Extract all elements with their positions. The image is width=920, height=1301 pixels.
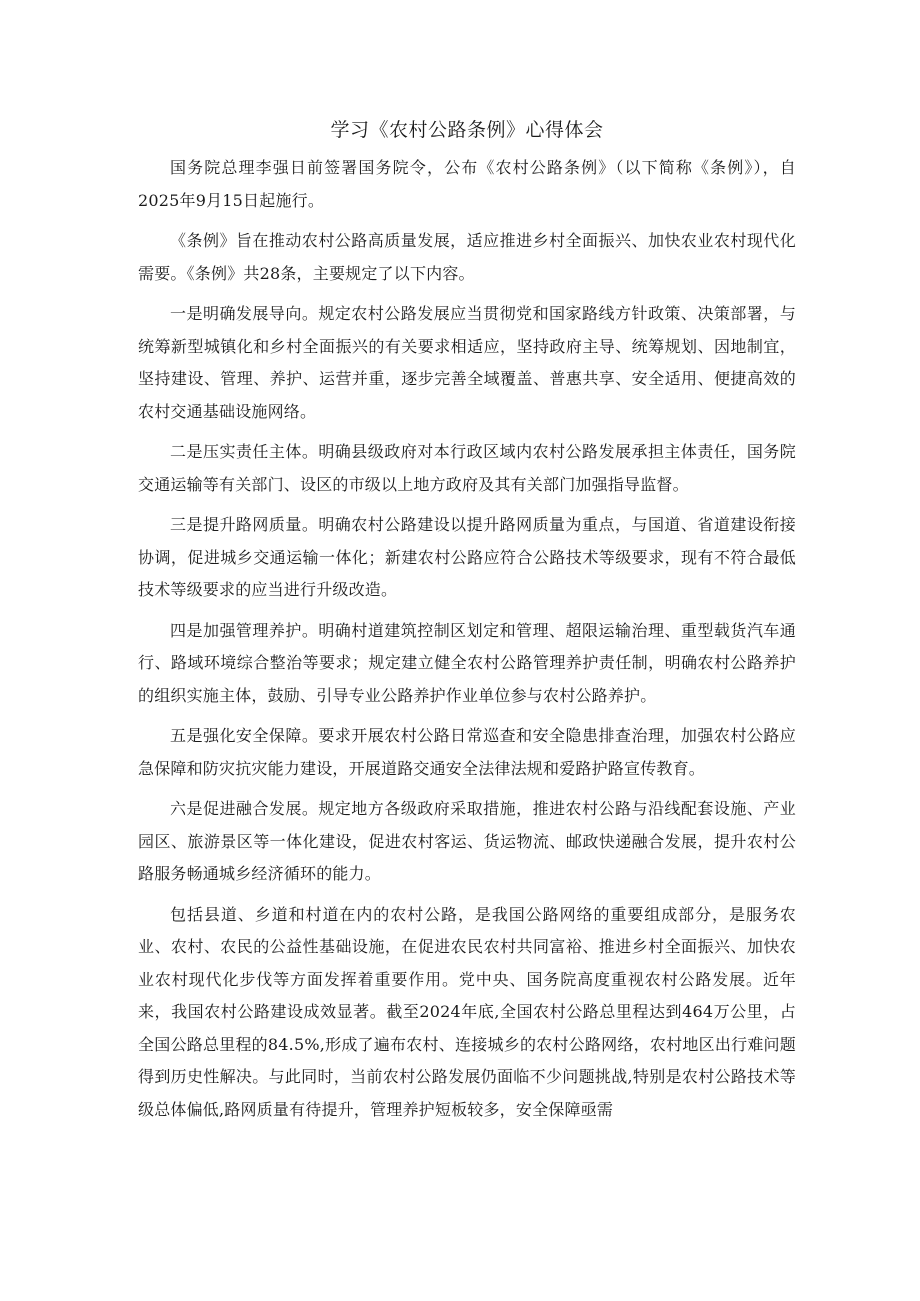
paragraph-point-1: 一是明确发展导向。规定农村公路发展应当贯彻党和国家路线方针政策、决策部署，与统筹新型城镇化和乡村全面振兴的有关要求相适应，坚持政府主导、统筹规划、因地制宜，坚持建设、管理、养护、运营并重，逐步完善全域覆盖、普惠共享、安全适用、便捷高效的农村交通基础设施网络。: [138, 304, 796, 421]
paragraph-point-5: 五是强化安全保障。要求开展农村公路日常巡查和安全隐患排查治理，加强农村公路应急保障和防灾抗灾能力建设，开展道路交通安全法律法规和爱路护路宣传教育。: [138, 726, 796, 778]
paragraph-point-6: 六是促进融合发展。规定地方各级政府采取措施，推进农村公路与沿线配套设施、产业园区、旅游景区等一体化建设，促进农村客运、货运物流、邮政快递融合发展，提升农村公路服务畅通城乡经济循环的能力。: [138, 799, 796, 883]
paragraph-point-4: 四是加强管理养护。明确村道建筑控制区划定和管理、超限运输治理、重型载货汽车通行、路域环境综合整治等要求；规定建立健全农村公路管理养护责任制，明确农村公路养护的组织实施主体，鼓励、引导专业公路养护作业单位参与农村公路养护。: [138, 620, 796, 705]
document-title: 学习《农村公路条例》心得体会: [330, 119, 604, 141]
paragraph-intro: 国务院总理李强日前签署国务院令，公布《农村公路条例》（以下简称《条例》），自2025年9月15日起施行。: [138, 158, 796, 210]
paragraph-background: 包括县道、乡道和村道在内的农村公路，是我国公路网络的重要组成部分，是服务农业、农村、农民的公益性基础设施，在促进农民农村共同富裕、推进乡村全面振兴、加快农业农村现代化步伐等方面发挥着重要作用。党中央、国务院高度重视农村公路发展。近年来，我国农村公路建设成效显著。截至2024年底,全国农村公路总里程达到464万公里，占全国公路总里程的84.5%,形成了遍布农村、连接城乡的农村公路网络，农村地区出行难问题得到历史性解决。与此同时，当前农村公路发展仍面临不少问题挑战,特别是农村公路技术等级总体偏低,路网质量有待提升，管理养护短板较多，安全保障亟需: [138, 904, 796, 1119]
paragraph-overview: 《条例》旨在推动农村公路高质量发展，适应推进乡村全面振兴、加快农业农村现代化需要。《条例》共28条，主要规定了以下内容。: [138, 231, 796, 283]
paragraph-point-3: 三是提升路网质量。明确农村公路建设以提升路网质量为重点，与国道、省道建设衔接协调，促进城乡交通运输一体化；新建农村公路应符合公路技术等级要求，现有不符合最低技术等级要求的应当进行升级改造。: [138, 515, 796, 599]
paragraph-point-2: 二是压实责任主体。明确县级政府对本行政区域内农村公路发展承担主体责任，国务院交通运输等有关部门、设区的市级以上地方政府及其有关部门加强指导监督。: [138, 442, 796, 494]
